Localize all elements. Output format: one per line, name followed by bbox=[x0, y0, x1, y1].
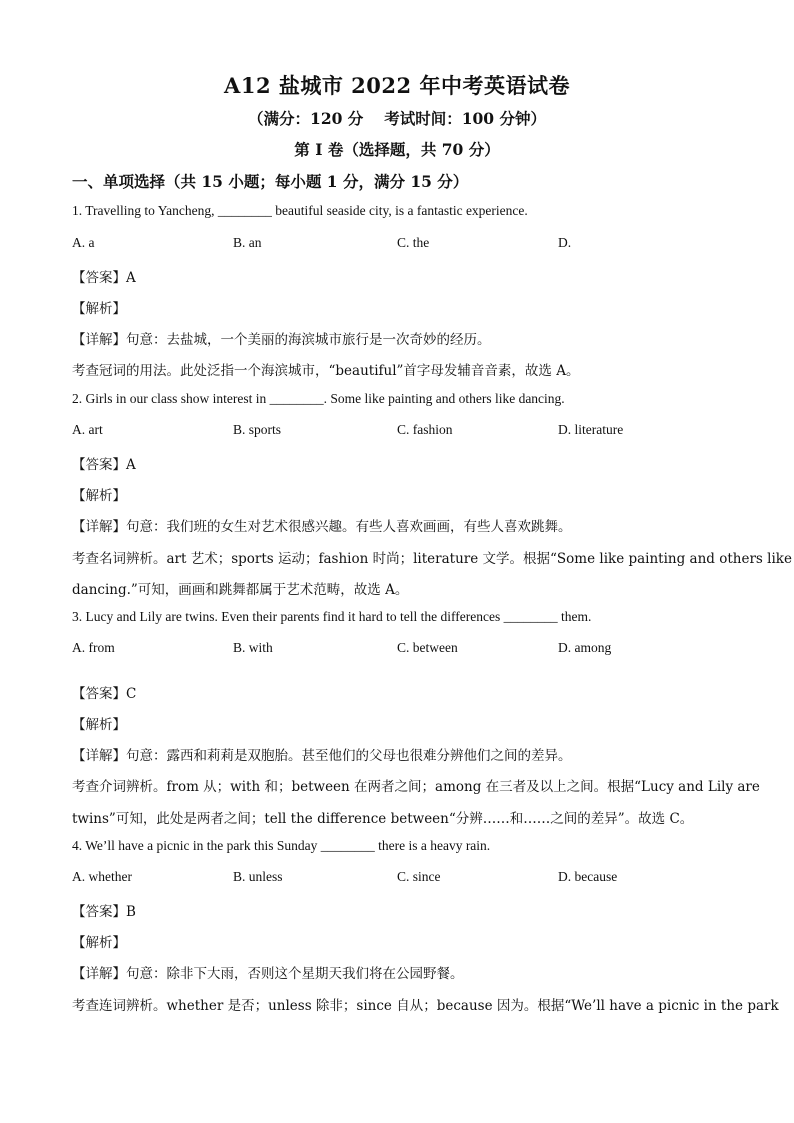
option-d: D. among bbox=[558, 640, 612, 655]
part-heading: 第 I 卷（选择题，共 70 分） bbox=[294, 140, 500, 159]
detail-line: 【详解】句意：我们班的女生对艺术很感兴趣。有些人喜欢画画，有些人喜欢跳舞。 bbox=[72, 519, 572, 535]
analysis-label: 【解析】 bbox=[72, 935, 126, 951]
analysis-label: 【解析】 bbox=[72, 717, 126, 733]
option-b: B. with bbox=[233, 640, 273, 655]
option-c: C. fashion bbox=[397, 422, 453, 437]
option-a: A. a bbox=[72, 235, 95, 250]
detail-line: 【详解】句意：露西和莉莉是双胞胎。甚至他们的父母也很难分辨他们之间的差异。 bbox=[72, 748, 572, 764]
explanation-line: 考查名词辨析。art 艺术；sports 运动；fashion 时尚；literature 文学。根据“Some like painting and others like bbox=[72, 551, 792, 567]
detail-line: 【详解】句意：去盐城，一个美丽的海滨城市旅行是一次奇妙的经历。 bbox=[72, 332, 491, 348]
option-a: A. from bbox=[72, 640, 115, 655]
explanation-line: 考查连词辨析。whether 是否；unless 除非；since 自从；because 因为。根据“We’ll have a picnic in the park bbox=[72, 998, 779, 1014]
question-stem: 2. Girls in our class show interest in ________. Some like painting and others like dancing. bbox=[72, 391, 565, 406]
option-b: B. sports bbox=[233, 422, 282, 437]
page-title: A12 盐城市 2022 年中考英语试卷 bbox=[224, 73, 570, 98]
answer-line: 【答案】B bbox=[72, 904, 136, 920]
detail-line: 【详解】句意：除非下大雨，否则这个星期天我们将在公园野餐。 bbox=[72, 966, 464, 982]
option-a: A. art bbox=[72, 422, 103, 437]
answer-line: 【答案】C bbox=[72, 686, 137, 702]
option-d: D. bbox=[558, 235, 572, 250]
analysis-label: 【解析】 bbox=[72, 301, 126, 317]
explanation-line: 考查介词辨析。from 从；with 和；between 在两者之间；among 在三者及以上之间。根据“Lucy and Lily are bbox=[72, 779, 760, 795]
option-d: D. literature bbox=[558, 422, 624, 437]
option-b: B. unless bbox=[233, 869, 283, 884]
analysis-label: 【解析】 bbox=[72, 488, 126, 504]
option-d: D. because bbox=[558, 869, 618, 884]
question-stem: 3. Lucy and Lily are twins. Even their parents find it hard to tell the differences ________ them. bbox=[72, 609, 592, 624]
explanation-line: twins”可知，此处是两者之间；tell the difference between“分辨……和……之间的差异”。故选 C。 bbox=[72, 811, 694, 827]
explanation-line: 考查冠词的用法。此处泛指一个海滨城市，“beautiful”首字母发辅音音素，故选 A。 bbox=[72, 363, 580, 379]
section-heading: 一、单项选择（共 15 小题；每小题 1 分，满分 15 分） bbox=[72, 172, 469, 191]
option-c: C. since bbox=[397, 869, 441, 884]
option-a: A. whether bbox=[72, 869, 132, 884]
exam-info: （满分：120 分 考试时间：100 分钟） bbox=[248, 109, 546, 128]
question-stem: 4. We’ll have a picnic in the park this Sunday ________ there is a heavy rain. bbox=[72, 838, 491, 853]
explanation-line: dancing.”可知，画画和跳舞都属于艺术范畴，故选 A。 bbox=[72, 582, 409, 598]
option-c: C. between bbox=[397, 640, 458, 655]
answer-line: 【答案】A bbox=[72, 270, 136, 286]
answer-line: 【答案】A bbox=[72, 457, 136, 473]
option-c: C. the bbox=[397, 235, 430, 250]
question-stem: 1. Travelling to Yancheng, ________ beautiful seaside city, is a fantastic experience. bbox=[72, 203, 528, 218]
option-b: B. an bbox=[233, 235, 262, 250]
